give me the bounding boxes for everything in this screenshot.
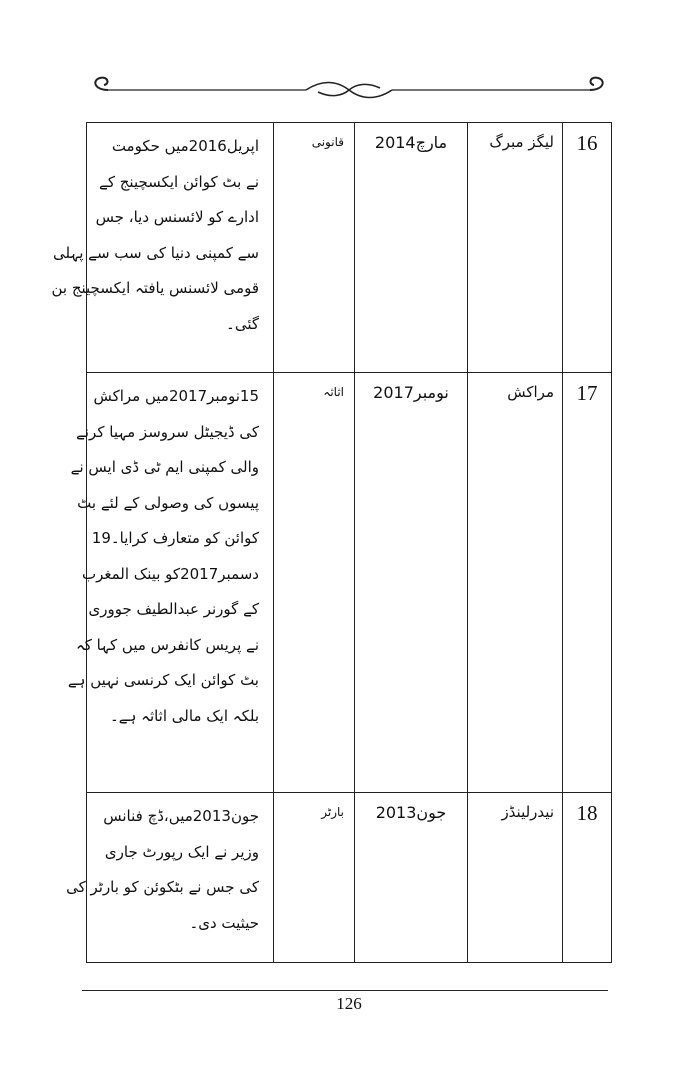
header-ornament: [86, 70, 612, 106]
table-row: [87, 373, 612, 793]
date-cell: مارچ2014: [355, 123, 468, 373]
date-cell: جون2013: [355, 793, 468, 963]
description-line: کوائن کو متعارف کرایا۔19: [91, 529, 259, 547]
data-table: [51, 122, 612, 963]
description-line: حیثیت دی۔: [189, 913, 259, 932]
country-cell: نیدرلینڈز: [468, 793, 563, 963]
description-line: سے کمپنی دنیا کی سب سے پہلی: [52, 243, 259, 262]
description-line: قومی لائسنس یافتہ ایکسچینج بن: [51, 279, 259, 297]
page-number: 126: [336, 994, 362, 1013]
date-cell: نومبر2017: [355, 373, 468, 793]
table-row: [87, 123, 612, 373]
table-row: [87, 793, 612, 963]
description-line: 15نومبر2017میں مراکش: [93, 387, 259, 405]
description-line: وزیر نے ایک رپورٹ جاری: [104, 842, 259, 861]
description-line: کی جس نے بٹکوئن کو بارٹر کی: [66, 878, 259, 896]
description-line: بٹ کوائن ایک کرنسی نہیں ہے: [67, 671, 259, 689]
description-line: کی ڈیجیٹل سروسز مہیا کرنے: [76, 422, 259, 441]
description-line: گئی۔: [226, 314, 259, 333]
status-cell: اثاثہ: [274, 373, 355, 793]
description-line: والی کمپنی ایم ٹی ڈی ایس نے: [70, 458, 259, 476]
status-cell: بارٹر: [274, 793, 355, 963]
row-number: 16: [563, 123, 612, 373]
description-cell: [66, 793, 274, 963]
description-line: بلکہ ایک مالی اثاثہ ہے۔: [110, 706, 259, 725]
country-cell: لیگز مبرگ: [468, 123, 563, 373]
description-cell: [67, 373, 274, 793]
description-line: نے پریس کانفرس میں کہا کہ: [75, 635, 259, 654]
description-line: اپریل2016میں حکومت: [111, 137, 259, 155]
footer-divider: [82, 990, 608, 991]
description-line: کے گورنر عبدالطیف جووری: [88, 600, 259, 618]
row-number: 17: [563, 373, 612, 793]
description-cell: [51, 123, 274, 373]
description-line: جون2013میں،ڈچ فنانس: [103, 807, 259, 825]
country-cell: مراکش: [468, 373, 563, 793]
status-cell: قانونی: [274, 123, 355, 373]
description-line: نے بٹ کوائن ایکسچینج کے: [99, 172, 259, 191]
description-line: پیسوں کی وصولی کے لئے بٹ: [77, 493, 259, 512]
description-line: دسمبر2017کو بینک المغرب: [81, 564, 259, 583]
description-line: ادارے کو لائسنس دیا، جس: [95, 208, 259, 226]
row-number: 18: [563, 793, 612, 963]
